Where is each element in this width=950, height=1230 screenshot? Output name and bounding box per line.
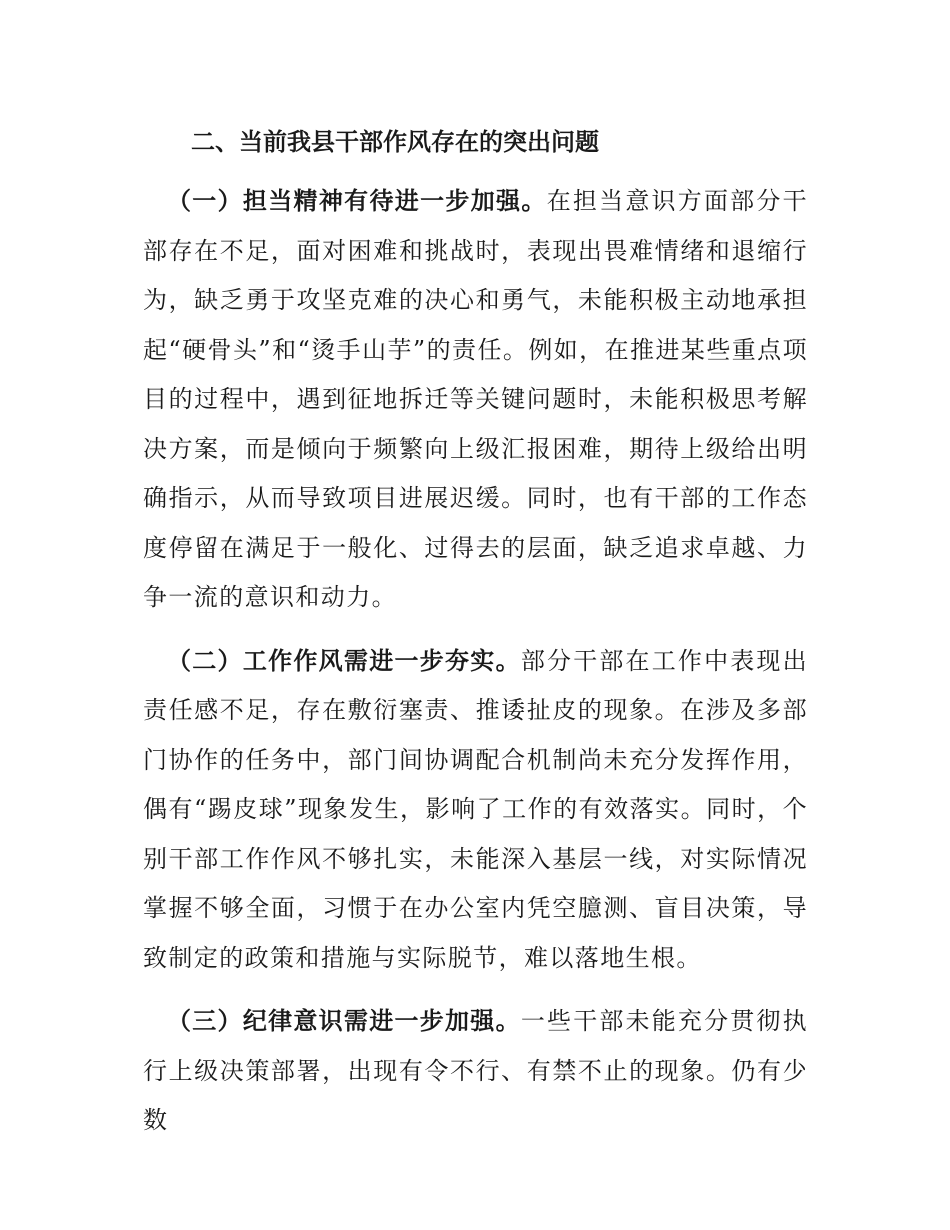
paragraph-3-lead: （三）纪律意识需进一步加强。 (167, 1007, 521, 1035)
paragraph-1-body: 在担当意识方面部分干部存在不足，面对困难和挑战时，表现出畏难情绪和退缩行为，缺乏勇于攻坚克难的决心和勇气，未能积极主动地承担起“硬骨头”和“烫手山芋”的责任。例如，在推进某些重点项目的过程中，遇到征地拆迁等关键问题时，未能积极思考解决方案，而是倾向于频繁向上级汇报困难，期待上级给出明确指示，从而导致项目进展迟缓。同时，也有干部的工作态度停留在满足于一般化、过得去的层面，缺乏追求卓越、力争一流的意识和动力。 (143, 187, 808, 611)
paragraph-1-lead: （一）担当精神有待进一步加强。 (167, 187, 547, 215)
section-heading: 二、当前我县干部作风存在的突出问题 (191, 128, 599, 156)
paragraph-3 (143, 997, 808, 1146)
paragraph-2-body: 部分干部在工作中表现出责任感不足，存在敷衍塞责、推诿扯皮的现象。在涉及多部门协作的任务中，部门间协调配合机制尚未充分发挥作用，偶有“踢皮球”现象发生，影响了工作的有效落实。同时，个别干部工作作风不够扎实，未能深入基层一线，对实际情况掌握不够全面，习惯于在办公室内凭空臆测、盲目决策，导致制定的政策和措施与实际脱节，难以落地生根。 (143, 646, 809, 972)
document-page (143, 118, 808, 1160)
paragraph-3-body: 一些干部未能充分贯彻执行上级决策部署，出现有令不行、有禁不止的现象。仍有少数 (143, 1007, 809, 1134)
paragraph-1 (143, 177, 808, 623)
paragraph-2-lead: （二）工作作风需进一步夯实。 (167, 646, 521, 675)
paragraph-2 (143, 637, 808, 984)
